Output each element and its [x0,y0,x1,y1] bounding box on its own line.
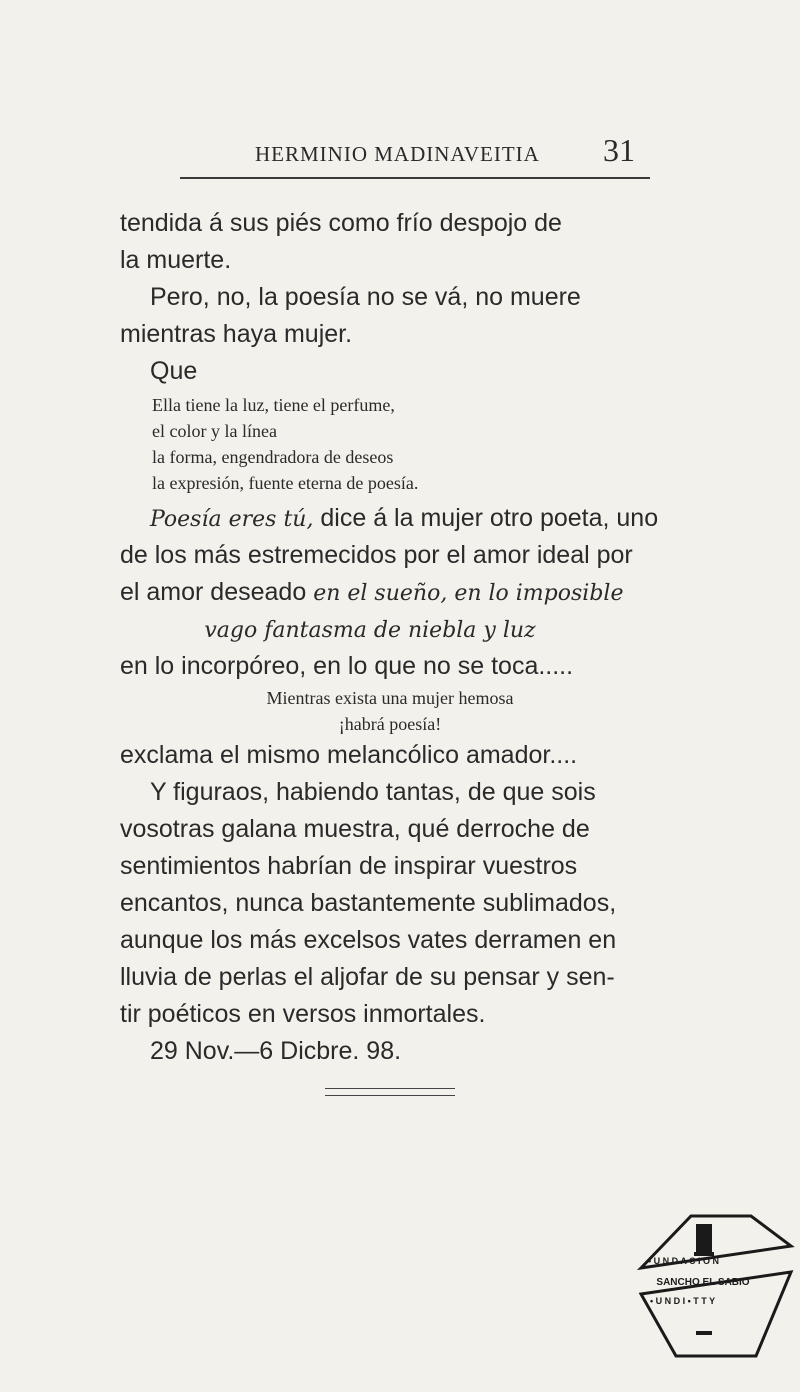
verse-line: la forma, engendradora de deseos [152,447,394,467]
end-rule [325,1088,455,1089]
verse-line: Mientras exista una mujer hemosa [266,688,514,708]
date-line: 29 Nov.—6 Dicbre. 98. [150,1037,402,1065]
text-line: Pero, no, la poesía no se vá, no muere [150,283,581,311]
text-line: la muerte. [120,246,232,274]
text-line: en lo incorpóreo, en lo que no se toca..... [120,652,574,680]
stamp-label: SANCHO EL SABIO [656,1277,750,1288]
text-line: tendida á sus piés como frío despojo de [120,209,562,237]
page-number: 31 [603,132,635,168]
text-line: sentimientos habrían de inspirar vuestros [120,852,578,880]
header-rule [180,177,650,179]
text-line: mientras haya mujer. [120,320,353,348]
italic-phrase: vago fantasma de niebla y luz [204,618,536,643]
text-line [120,611,660,648]
text-line: Que [150,357,198,385]
text-line: lluvia de perlas el aljofar de su pensar y sen- [120,963,615,991]
italic-phrase: Poesía eres tú, [150,507,314,532]
body-text [120,205,660,1070]
text-line: de los más estremecidos por el amor ideal por [120,541,633,569]
text-line: encantos, nunca bastantemente sublimados, [120,889,617,917]
text-span: el amor deseado [120,578,314,606]
text-span: , [440,581,455,606]
verse-line: el color y la línea [152,421,277,441]
verse-line: ¡habrá poesía! [338,714,442,734]
verse-line: Ella tiene la luz, tiene el perfume, [152,395,395,415]
end-rule [325,1095,455,1096]
svg-text:• U N D I • T T Y: • U N D I • T T Y [650,1296,716,1306]
svg-text:• U N D A C I O N: • U N D A C I O N [648,1256,719,1266]
italic-phrase: en el sueño [313,581,441,606]
text-line: aunque los más excelsos vates derramen en [120,926,617,954]
library-stamp [636,1206,796,1366]
text-line: tir poéticos en versos inmortales. [120,1000,486,1028]
text-line: Y figuraos, habiendo tantas, de que sois [150,778,596,806]
text-line [120,574,660,611]
header-author: HERMINIO MADINAVEITIA [255,142,540,166]
text-span: dice á la mujer otro poeta, uno [313,504,659,532]
verse-line: la expresión, fuente eterna de poesía. [152,473,419,493]
italic-phrase: en lo imposible [454,581,624,606]
running-header [255,132,635,172]
text-line: exclama el mismo melancólico amador.... [120,741,578,769]
text-line [120,500,660,537]
text-line: vosotras galana muestra, qué derroche de [120,815,590,843]
